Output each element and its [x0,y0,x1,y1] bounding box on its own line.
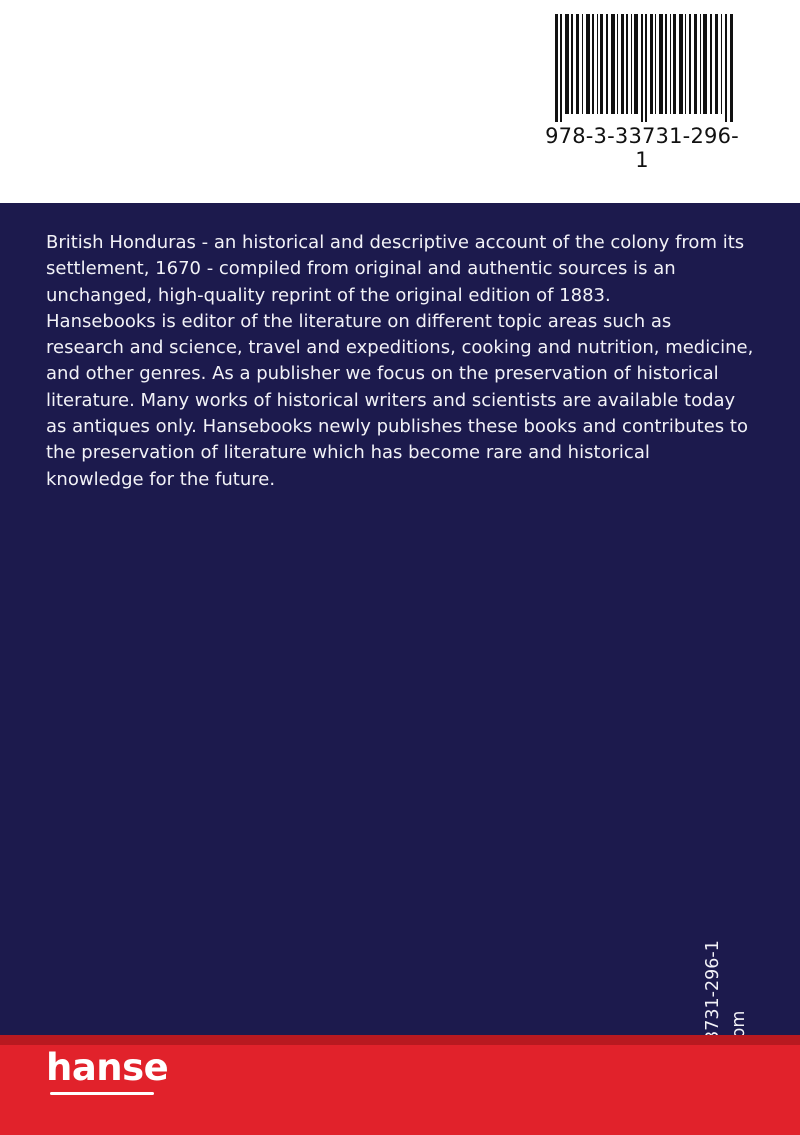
book-description: British Honduras - an historical and descriptive account of the colony from its settlement, 1670 - compiled from original and authentic sources is an unchanged, high-quality reprint of the original edition of 1883. Hansebooks is editor of the literature on different topic areas such as research and science, travel and expeditions, cooking and nutrition, medicine, and other genres. As a publisher we focus on the preservation of historical literature. Many works of historical writers and scientists are available today as antiques only. Hansebooks newly publishes these books and contributes to the preservation of literature which has become rare and historical knowledge for the future. [46,232,754,490]
logo-underline [50,1092,154,1095]
barcode-number: 978-3-33731-296-1 [545,124,739,172]
hanse-logo: hanse [46,1046,169,1089]
band-divider [0,1035,800,1045]
barcode-icon [555,14,735,122]
barcode-area [0,0,800,203]
description-panel [0,203,800,1035]
